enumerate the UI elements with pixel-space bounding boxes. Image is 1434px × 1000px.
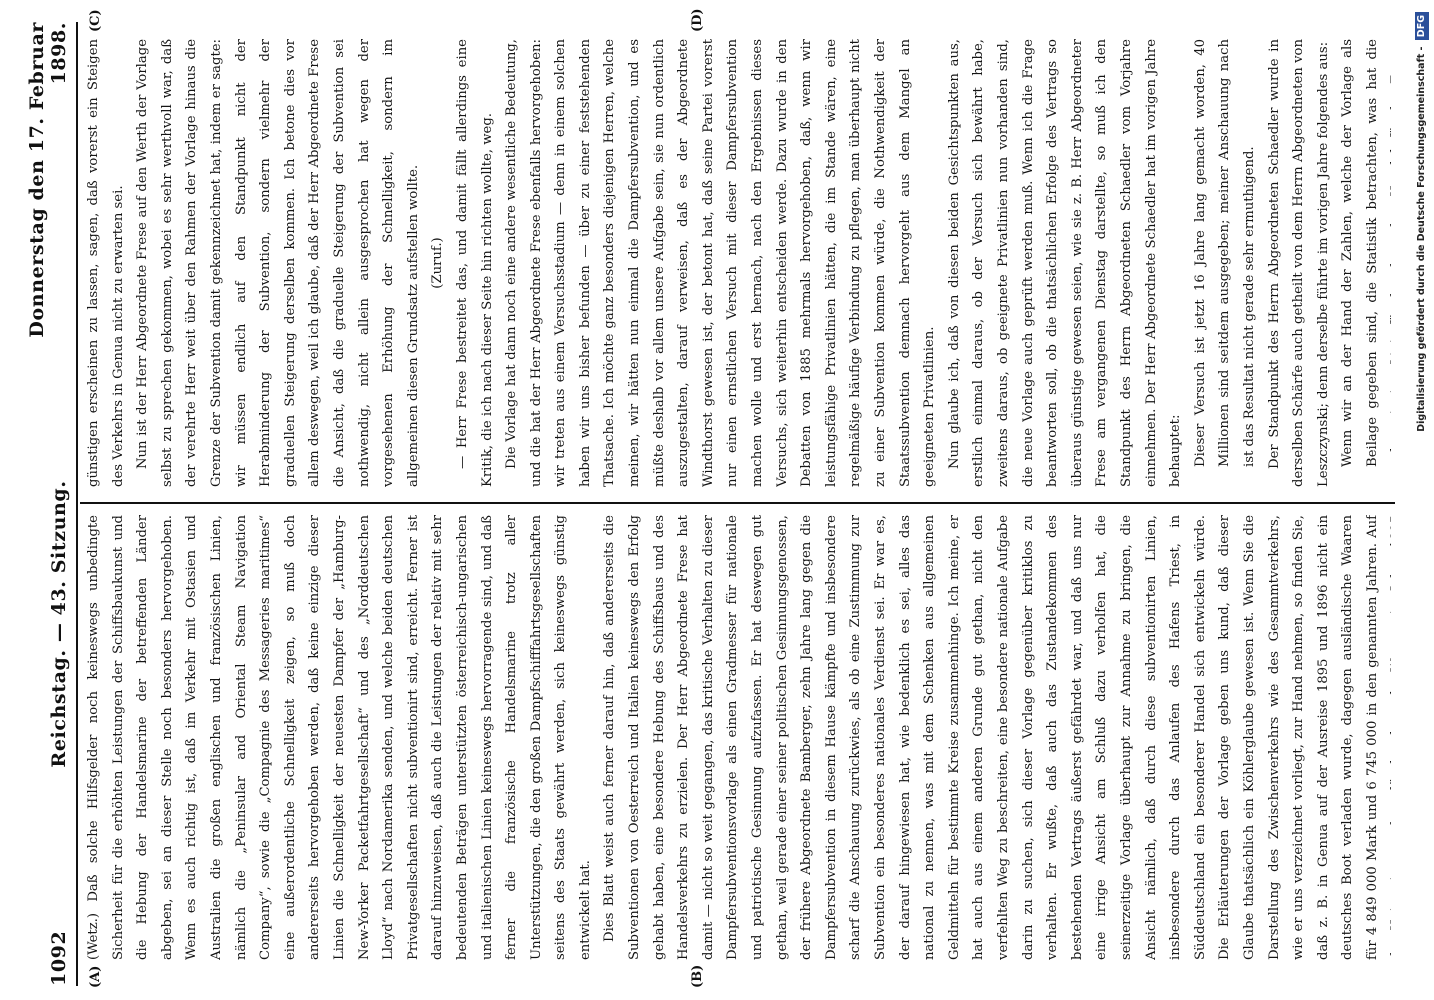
page-number: 1092 [48, 930, 70, 986]
paragraph: Nun ist der Herr Abgeordnete Frese auf den Werth der Vorlage selbst zu sprechen gekommen, wobei es sehr werthvoll war, daß der verehrte Herr weit über den Rahmen der Vorlage hinaus die Grenze der Subvention damit gekennzeichnet hat, indem er sagte: wir müssen endlich auf den Standpunkt nicht der Herabminderung der Subvention, sondern vielmehr der graduellen Steigerung derselben kommen. Ich betone dies vor allem deswegen, weil ich glaube, daß der Herr Abgeordnete Frese die Ansicht, daß die graduelle Steigerung der Subvention sei nothwendig, nicht allein ausgesprochen hat wegen der vorgesehenen Erhöhung der Schnelligkeit, sondern im allgemeinen diesen Grundsatz aufstellen wollte. [135, 39, 421, 487]
interjection: (Zuruf.) [430, 237, 446, 289]
block-quote: Dieser Versuch ist jetzt 16 Jahre lang gemacht worden, 40 Millionen sind seitdem ausgegeben; meiner Anschauung nach ist das Resultat nicht gerade sehr ermuthigend. [1192, 39, 1257, 467]
paragraph: Die Vorlage hat dann noch eine andere wesentliche Bedeutung, und die hat der Herr Abgeordnete Frese ebenfalls hervorgehoben: wir treten aus einem Versuchsstadium — denn in einem solchen haben wir uns bisher befunden — über zu einer feststehenden Thatsache. Ich möchte ganz besonders diejenigen Herren, welche meinen, wir hätten nun einmal die Dampfersubvention, und es müßte deshalb vor allem unsere Aufgabe sein, sie nun ordentlich auszugestalten, darauf verweisen, daß es der Abgeordnete Windthorst gewesen ist, der betont hat, daß seine Partei vorerst nur einen ernstlichen Versuch mit dieser Dampfersubvention machen wolle und erst hernach, nach den Ergebnissen dieses Versuchs, sich weiterhin entscheiden werde. Dazu wurde in den Debatten von 1885 mehrmals hervorgehoben, daß, wenn wir leistungsfähige Privatlinien hätten, die im Stande wären, eine regelmäßige häufige Verbindung zu pflegen, man überhaupt nicht zu einer Subvention kommen würde, die Nothwendigkeit der Staatssubvention demnach hervorgeht aus dem Mangel an geeigneten Privatlinien. [504, 39, 938, 487]
column-divider [80, 502, 1395, 504]
dfg-logo-text: DFG [1415, 12, 1429, 40]
header-rule [76, 22, 78, 986]
paragraph: (Wetz.) Daß solche Hilfsgelder noch keineswegs unbedingte Sicherheit für die erhöhten Leistungen der Schiffsbaukunst und die Hebung der Handelsmarine der betreffenden Länder abgeben, sei an dieser Stelle noch besonders hervorgehoben. Wenn es auch richtig ist, daß im Verkehr mit Ostasien und Australien die großen englischen und französischen Linien, nämlich die „Peninsular and Oriental Steam Navigation Company“, sowie die „Compagnie des Messageries maritimes“ eine außerordentliche Schnelligkeit zeigen, so muß doch andererseits hervorgehoben werden, daß keine einzige dieser Linien die Schnelligkeit der neuesten Dampfer der „Hamburg-New-Yorker Packetfahrtgesellschaft“ und des „Norddeutschen Lloyd“ nach Nordamerika senden, und welche beiden deutschen Privatgesellschaften nicht subventionirt sind, erreicht. Ferner ist darauf hinzuweisen, daß auch die Leistungen der relativ mit sehr bedeutenden Beträgen unterstützten österreichisch-ungarischen und italienischen Linien keineswegs hervorragende sind, und daß ferner die französische Handelsmarine trotz aller Unterstützungen, die den großen Dampfschifffahrtsgesellschaften seitens des Staats gewährt werden, sich keineswegs günstig entwickelt hat. [86, 515, 593, 960]
left-text-column [82, 515, 1391, 960]
credit-text: Digitalisierung gefördert durch die Deutsche Forschungsgemeinschaft - [1416, 46, 1427, 432]
margin-marker-c: (C) [88, 9, 103, 32]
margin-marker-a: (A) [88, 965, 103, 988]
paragraph: — Herr Frese bestreitet das, und damit fällt allerdings eine Kritik, die ich nach dieser Seite hin richten wollte, weg. [454, 39, 495, 487]
paragraph: günstigen erscheinen zu lassen, sagen, daß vorerst ein Steigen des Verkehrs in Genua nicht zu erwarten sei. [86, 39, 126, 487]
paragraph: Der Standpunkt des Herrn Abgeordneten Schaedler wurde in derselben Schärfe auch getheilt von dem Herrn Abgeordneten von Leszczynski; denn derselbe führte im vorigen Jahre folgendes aus: [1266, 39, 1331, 487]
block-quote: Wenn wir an der Hand der Zahlen, welche der Vorlage als Beilage gegeben sind, die Statistik betrachten, was hat die [1340, 39, 1380, 467]
session-date: Donnerstag den 17. Februar 1898. [26, 22, 70, 338]
right-text-column [82, 39, 1391, 487]
page-header [26, 22, 70, 986]
margin-marker-b: (B) [690, 964, 705, 988]
margin-marker-d: (D) [690, 8, 705, 32]
digitization-credit [1412, 12, 1432, 962]
session-title: Reichstag. — 43. Sitzung. [48, 480, 70, 768]
paragraph: Nun glaube ich, daß von diesen beiden Gesichtspunkten aus, erstlich einmal daraus, ob der Versuch sich bewährt habe, zweitens daraus, ob geeignete Privatlinien nun vorhanden sind, die neue Vorlage auch geprüft werden muß. Wenn ich die Frage beantworten soll, ob die thatsächlichen Erfolge des Vertrags so überaus günstige gewesen seien, wie sie z. B. Herr Abgeordneter Frese am vergangenen Dienstag darstellte, so muß ich den Standpunkt des Herrn Abgeordneten Schaedler vom Vorjahre einnehmen. Der Herr Abgeordnete Schaedler hat im vorigen Jahre behauptet: [946, 39, 1184, 487]
paragraph: Dies Blatt weist auch ferner darauf hin, daß andererseits die Subventionen von Oesterreich und Italien keineswegs den Erfolg gehabt haben, eine besondere Hebung des Schiffsbaus und des Handelsverkehrs zu erzielen. Der Herr Abgeordnete Frese hat damit — nicht so weit gegangen, das kritische Verhalten zu dieser Dampfersubventionsvorlage als einen Gradmesser für nationale und patriotische Gesinnung aufzufassen. Er hat deswegen gut gethan, weil gerade einer seiner politischen Gesinnungsgenossen, der frühere Abgeordnete Bamberger, zehn Jahre lang gegen die Dampfersubvention in diesem Hause kämpfte und insbesondere scharf die Anschauung zurückwies, als ob eine Zustimmung zur Subvention ein besonderes nationales Verdienst sei. Er war es, der darauf hingewiesen hat, wie bedenklich es sei, alles das national zu nennen, was mit dem Schenken aus allgemeinen Geldmitteln für bestimmte Kreise zusammenhinge. Ich meine, er hat auch aus einem anderen Grunde gut gethan, nicht den verfehlten Weg zu beschreiten, eine besondere nationale Aufgabe darin zu suchen, sich dieser Vorlage gegenüber kritiklos zu verhalten. Er wußte, daß auch das Zustandekommen des bestehenden Vertrags äußerst gefährdet war, und daß uns nur eine irrige Ansicht am Schluß dazu verholfen hat, die seinerzeitige Vorlage überhaupt zur Annahme zu bringen, die Ansicht nämlich, daß durch diese subventionirten Linien, insbesondere durch das Anlaufen des Hafens Triest, in Süddeutschland ein besonderer Handel sich entwickeln würde. Die Erläuterungen der Vorlage geben uns kund, daß dieser Glaube thatsächlich ein Köhlerglaube gewesen ist. Wenn Sie die Darstellung des Zwischenverkehrs wie des Gesammtverkehrs, wie er uns verzeichnet vorliegt, zur Hand nehmen, so finden Sie, daß z. B. in Genua auf der Ausreise 1895 und 1896 nicht ein deutsches Boot verladen wurde, dagegen ausländische Waaren für 4 849 000 Mark und 6 745 000 in den genannten Jahren. Auf [602, 515, 1380, 960]
